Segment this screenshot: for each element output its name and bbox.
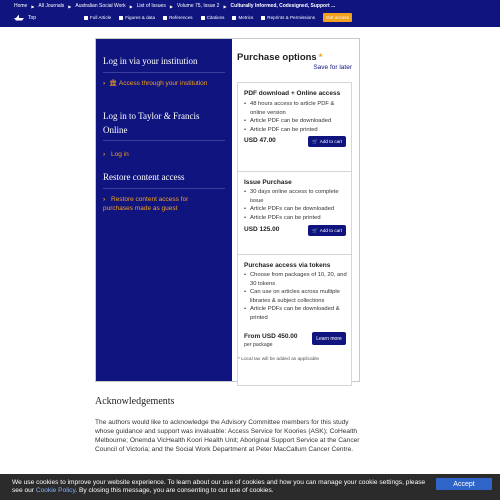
article-tools bbox=[84, 13, 352, 22]
references-label: References bbox=[169, 15, 193, 20]
add-to-cart-button[interactable] bbox=[308, 225, 346, 236]
chevron-right-icon: › bbox=[103, 80, 106, 87]
access-panel bbox=[95, 38, 360, 382]
breadcrumb-issue[interactable]: Volume 75, Issue 2 bbox=[176, 3, 220, 9]
bank-icon: 🏛 bbox=[109, 80, 118, 87]
purchase-option-tokens bbox=[237, 254, 352, 386]
chevron-right-icon: › bbox=[103, 196, 106, 203]
quote-icon bbox=[201, 16, 205, 20]
citations-label: Citations bbox=[206, 15, 225, 20]
full-article-label: Full Article bbox=[90, 15, 112, 20]
per-package-note: per package bbox=[244, 342, 273, 348]
add-to-cart-button[interactable] bbox=[308, 136, 346, 147]
option-features bbox=[244, 188, 348, 222]
option-price: USD 125.00 bbox=[244, 226, 280, 233]
cookie-text-part1: We use cookies to improve your website experience. To learn about our use of cookies and how you can manage your cookie settings, please see our bbox=[12, 479, 426, 494]
login-column bbox=[96, 39, 232, 381]
figures-data-label: Figures & data bbox=[125, 15, 156, 20]
option-price: USD 47.00 bbox=[244, 137, 276, 144]
back-to-top-link[interactable] bbox=[13, 14, 36, 21]
option-features bbox=[244, 271, 348, 322]
divider bbox=[103, 188, 225, 189]
full-article-tab[interactable] bbox=[84, 15, 111, 20]
save-for-later-link[interactable]: Save for later bbox=[313, 64, 352, 71]
feature-item: • Article PDFs can be downloaded bbox=[244, 205, 348, 214]
purchase-title-text: Purchase options bbox=[237, 52, 317, 63]
figures-data-tab[interactable] bbox=[119, 15, 155, 20]
top-label: Top bbox=[28, 14, 37, 21]
lock-icon bbox=[261, 16, 265, 20]
add-to-cart-label: Add to cart bbox=[319, 228, 342, 233]
option-title: Purchase access via tokens bbox=[244, 262, 331, 269]
acknowledgements-heading: Acknowledgements bbox=[95, 396, 175, 407]
breadcrumb bbox=[14, 2, 335, 10]
reprints-tab[interactable] bbox=[261, 15, 315, 20]
divider bbox=[103, 72, 225, 73]
acknowledgements-body: The authors would like to acknowledge the Advisory Committee members for this study whose guidance and support was invaluable: Access Service for Koories (ASK); CoHealth Melbourne; Onemda VicHealth Koori Health Unit; Aboriginal Support Service at the Cancer Council of Victoria; and the Social Work Department at Peter MacCallum Cancer Centre. bbox=[95, 419, 360, 453]
reprints-label: Reprints & Permissions bbox=[267, 15, 316, 20]
breadcrumb-article: Culturally Informed, Codesigned, Support ... bbox=[230, 3, 336, 9]
references-tab[interactable] bbox=[163, 15, 193, 20]
feature-item: • Article PDF can be printed bbox=[244, 126, 348, 135]
cart-icon: 🛒 bbox=[312, 227, 318, 233]
learn-more-button[interactable]: Learn more bbox=[312, 332, 346, 345]
chevron-right-icon: ▶ bbox=[223, 3, 227, 9]
top-navigation bbox=[0, 0, 500, 27]
get-access-button[interactable]: Get access bbox=[323, 13, 352, 22]
purchase-column bbox=[232, 39, 359, 381]
list-icon bbox=[163, 16, 167, 20]
tf-login-heading: Log in to Taylor & Francis Online bbox=[103, 111, 200, 135]
institution-access-link[interactable] bbox=[103, 80, 223, 89]
document-icon bbox=[84, 16, 88, 20]
option-features bbox=[244, 100, 348, 134]
boat-logo-icon bbox=[13, 14, 25, 21]
chevron-right-icon: ▶ bbox=[169, 3, 173, 9]
chevron-right-icon: ▶ bbox=[68, 3, 72, 9]
feature-item: • 48 hours access to article PDF & online version bbox=[244, 100, 348, 117]
accept-cookies-button[interactable]: Accept bbox=[436, 478, 492, 490]
institution-link-label: Access through your institution bbox=[118, 80, 208, 87]
option-price: From USD 450.00 bbox=[244, 333, 298, 340]
feature-item: • Article PDF can be downloaded bbox=[244, 117, 348, 126]
login-link-label: Log in bbox=[110, 151, 129, 158]
star-icon: * bbox=[318, 52, 323, 63]
citations-tab[interactable] bbox=[201, 15, 225, 20]
cart-icon: 🛒 bbox=[312, 138, 318, 144]
feature-item: • 30 days online access to complete issue bbox=[244, 188, 348, 205]
cookie-banner bbox=[0, 474, 500, 500]
login-link[interactable] bbox=[103, 151, 223, 160]
cookie-policy-link[interactable]: Cookie Policy bbox=[35, 487, 76, 494]
option-title: PDF download + Online access bbox=[244, 90, 341, 97]
feature-item: • Article PDFs can be printed bbox=[244, 214, 348, 223]
feature-item: • Choose from packages of 10, 20, and 30 tokens bbox=[244, 271, 348, 288]
breadcrumb-home[interactable]: Home bbox=[14, 3, 28, 9]
divider bbox=[103, 140, 225, 141]
restore-link[interactable] bbox=[103, 196, 218, 213]
add-to-cart-label: Add to cart bbox=[319, 139, 342, 144]
feature-item: • Article PDFs can be downloaded & printed bbox=[244, 305, 348, 322]
feature-item: • Can use on articles across multiple libraries & subject collections bbox=[244, 288, 348, 305]
chevron-right-icon: › bbox=[103, 151, 106, 158]
breadcrumb-all-journals[interactable]: All Journals bbox=[38, 3, 65, 9]
option-title: Issue Purchase bbox=[244, 179, 292, 186]
chevron-right-icon: ▶ bbox=[31, 3, 35, 9]
chevron-right-icon: ▶ bbox=[129, 3, 133, 9]
bar-chart-icon bbox=[232, 16, 236, 20]
institution-heading: Log in via your institution bbox=[103, 56, 198, 66]
breadcrumb-list-of-issues[interactable]: List of Issues bbox=[136, 3, 166, 9]
restore-link-label: Restore content access for purchases made as guest bbox=[103, 196, 189, 212]
breadcrumb-journal[interactable]: Australian Social Work bbox=[75, 3, 126, 9]
restore-heading: Restore content access bbox=[103, 172, 185, 182]
cookie-message bbox=[12, 479, 432, 495]
metrics-label: Metrics bbox=[238, 15, 254, 20]
purchase-options-title bbox=[237, 52, 322, 63]
metrics-tab[interactable] bbox=[232, 15, 253, 20]
tax-note: * Local tax will be added as applicable bbox=[238, 357, 320, 362]
cookie-text-part2: . By closing this message, you are consenting to our use of cookies. bbox=[75, 487, 274, 494]
image-icon bbox=[119, 16, 123, 20]
